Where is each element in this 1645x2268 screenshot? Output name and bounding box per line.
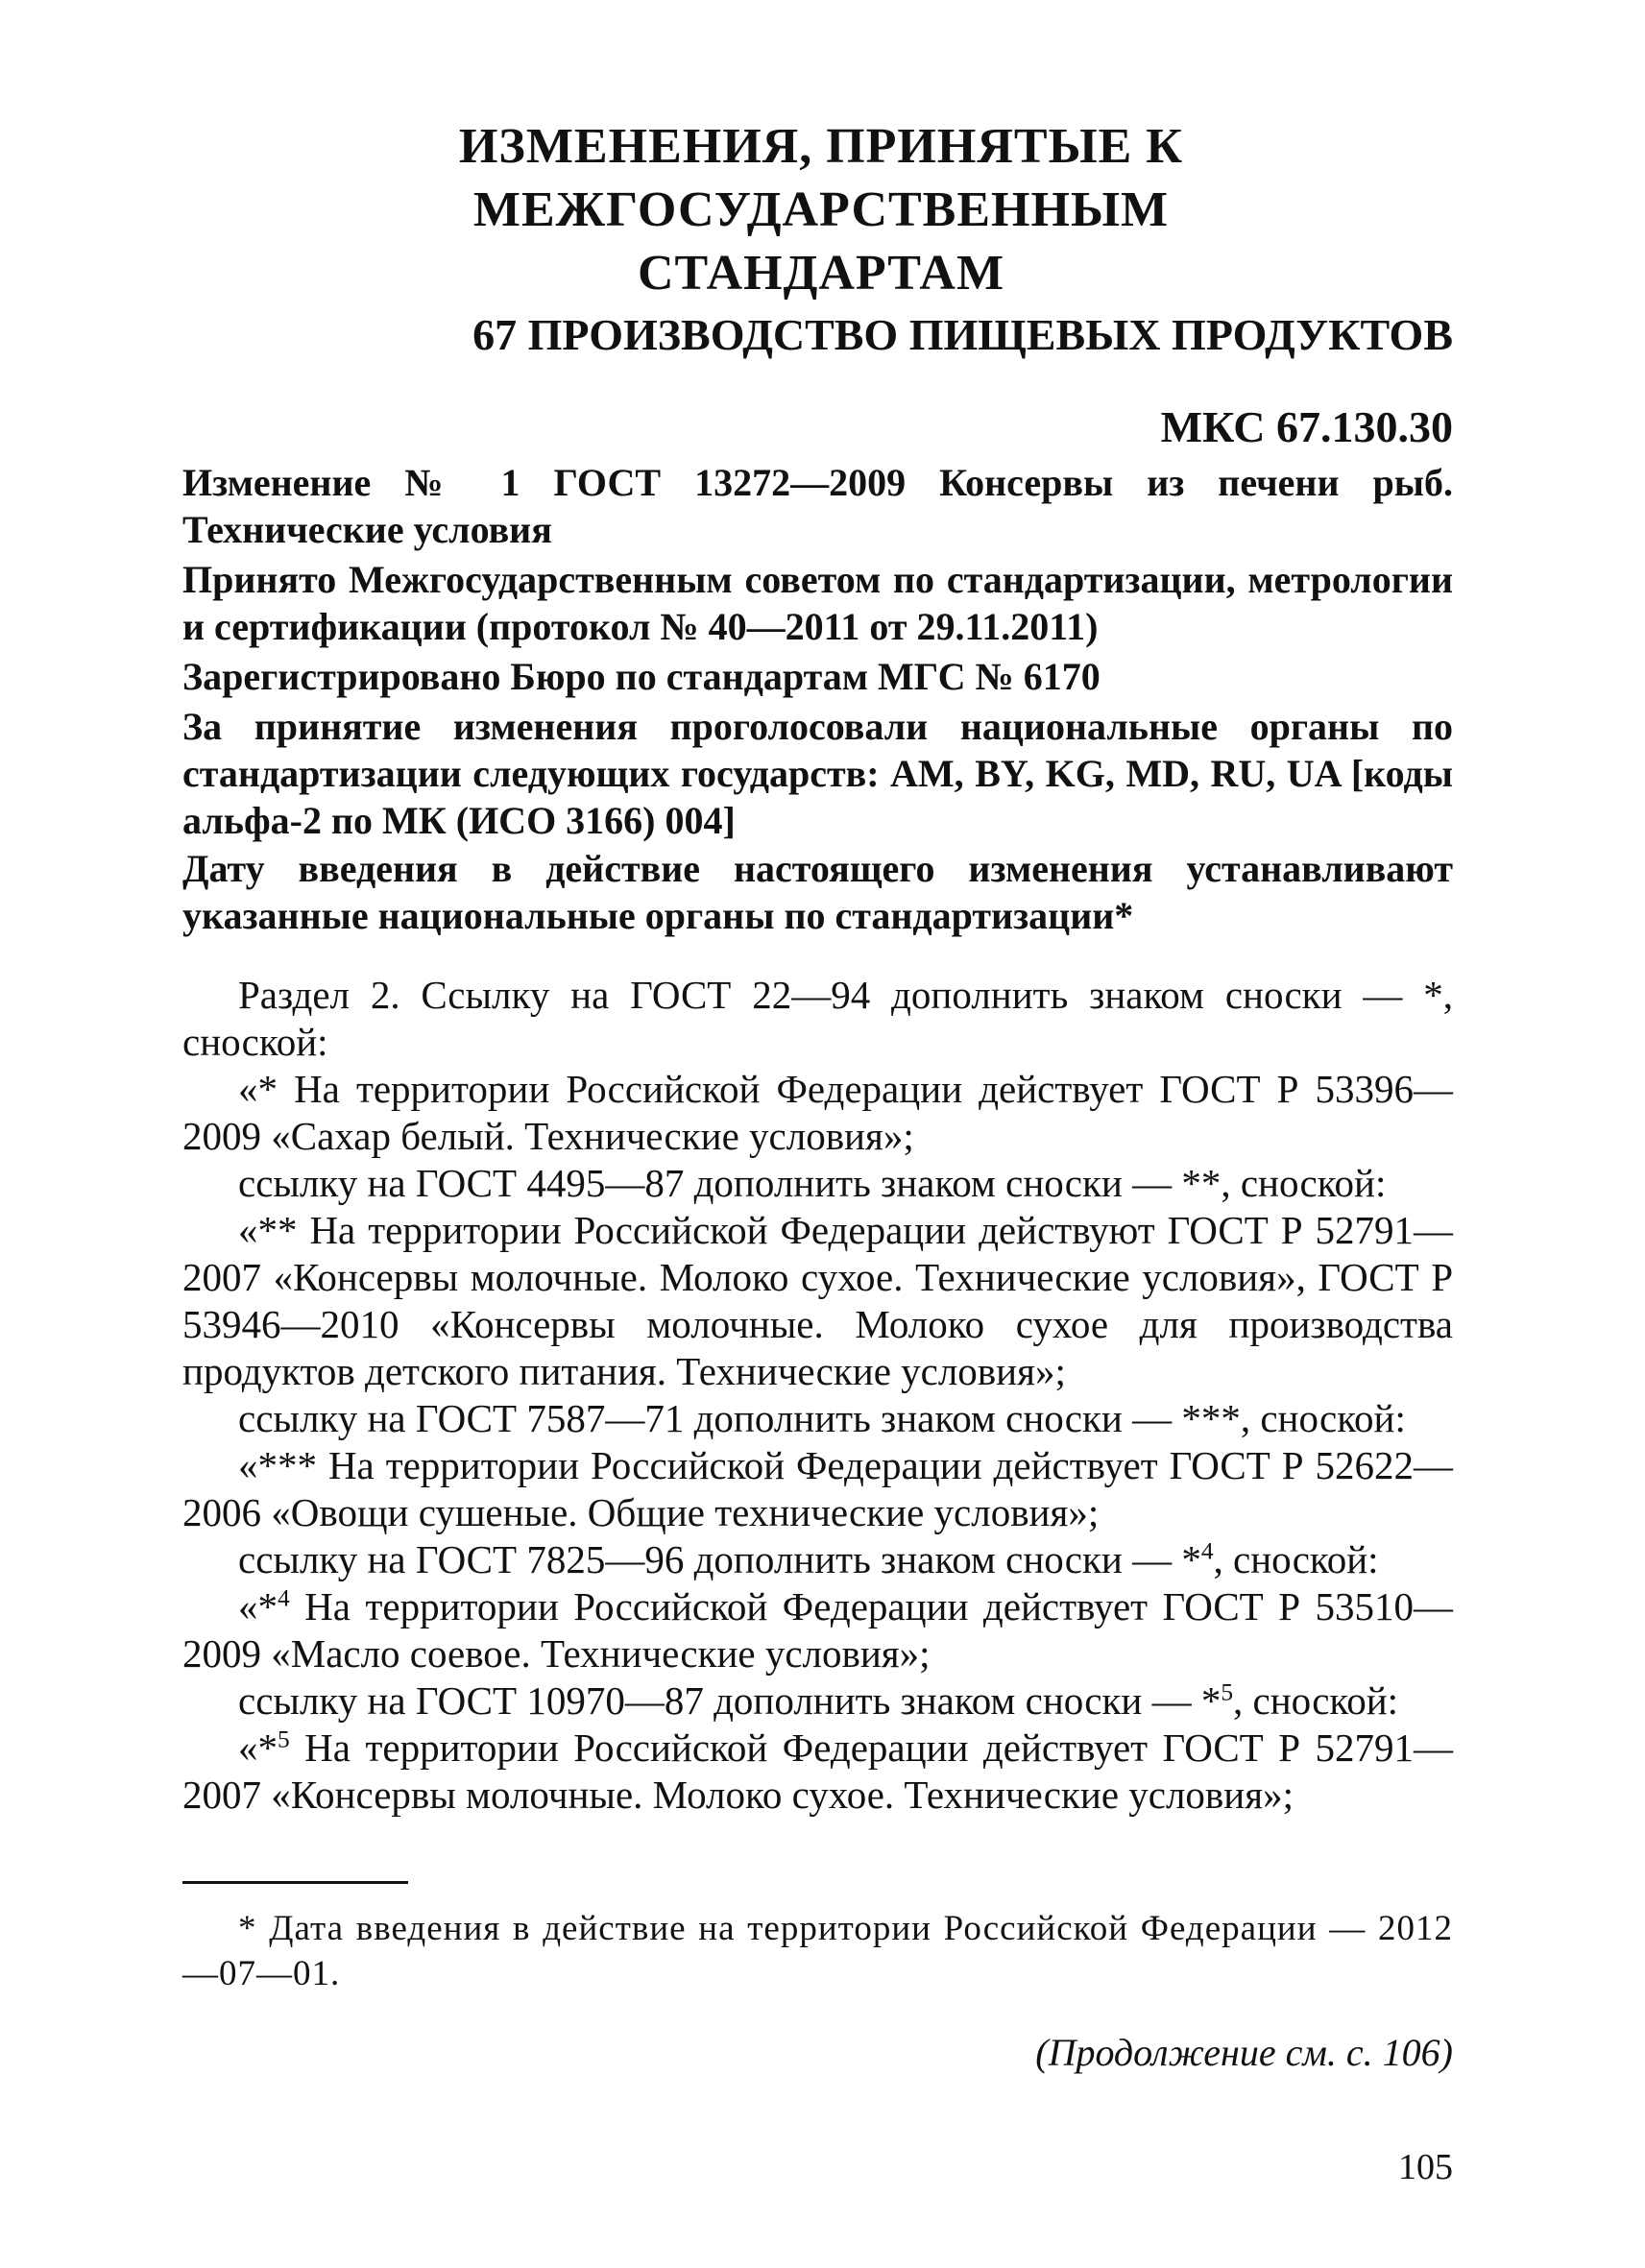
change-title: Изменение № 1 ГОСТ 13272—2009 Консервы из печени рыб. Технические условия bbox=[182, 461, 1453, 551]
text-run: На территории Российской Федерации действует ГОСТ Р 52791—2007 «Консервы молочные. Молоко сухое. Технические условия»; bbox=[182, 1725, 1453, 1817]
paragraph bbox=[182, 1725, 1453, 1819]
footnote-superscript: 4 bbox=[1200, 1537, 1214, 1565]
footnote: * Дата введения в действие на территории Российской Федерации — 2012—07—01. bbox=[182, 1909, 1453, 1993]
voting-note: За принятие изменения проголосовали национальные органы по стандартизации следующих государств: AM, BY, KG, MD, RU, UA [коды альфа-2 по МК (ИСО 3166) 004] bbox=[182, 705, 1453, 842]
footnote-superscript: 5 bbox=[1221, 1678, 1234, 1706]
page-title-line-2: СТАНДАРТАМ bbox=[637, 246, 1005, 301]
amendment-body bbox=[182, 972, 1453, 1819]
text-run: «* bbox=[238, 1584, 278, 1629]
paragraph bbox=[182, 1583, 1453, 1677]
paragraph: «** На территории Российской Федерации действуют ГОСТ Р 52791—2007 «Консервы молочные. Молоко сухое. Технические условия», ГОСТ Р 53946—2010 «Консервы молочные. Молоко сухое для производства продуктов детского питания. Технические условия»; bbox=[182, 1208, 1453, 1393]
page-number: 105 bbox=[1398, 2147, 1453, 2187]
effective-date-note: Дату введения в действие настоящего изменения устанавливают указанные национальные органы по стандартизации* bbox=[182, 847, 1453, 937]
footnote-divider bbox=[182, 1881, 408, 1884]
registration-note: Зарегистрировано Бюро по стандартам МГС № 6170 bbox=[182, 655, 1101, 698]
text-run: ссылку на ГОСТ 10970—87 дополнить знаком сноски — * bbox=[238, 1678, 1222, 1723]
continuation-note: (Продолжение см. с. 106) bbox=[1035, 2031, 1453, 2074]
footnote-superscript: 5 bbox=[278, 1725, 290, 1753]
paragraph bbox=[182, 1536, 1453, 1583]
paragraph: ссылку на ГОСТ 4495—87 дополнить знаком сноски — **, сноской: bbox=[238, 1161, 1387, 1205]
footnote-superscript: 4 bbox=[278, 1584, 290, 1612]
page-title bbox=[173, 115, 1469, 305]
text-run: На территории Российской Федерации действует ГОСТ Р 53510—2009 «Масло соевое. Технические условия»; bbox=[182, 1584, 1453, 1676]
paragraph: ссылку на ГОСТ 7587—71 дополнить знаком сноски — ***, сноской: bbox=[238, 1396, 1406, 1440]
paragraph: «*** На территории Российской Федерации действует ГОСТ Р 52622—2006 «Овощи сушеные. Общие технические условия»; bbox=[182, 1443, 1453, 1534]
paragraph: Раздел 2. Ссылку на ГОСТ 22—94 дополнить знаком сноски — *, сноской: bbox=[182, 973, 1453, 1064]
text-run: «* bbox=[238, 1725, 278, 1770]
paragraph bbox=[182, 1677, 1453, 1725]
text-run: , сноской: bbox=[1213, 1537, 1379, 1581]
text-run: , сноской: bbox=[1233, 1678, 1399, 1723]
adopted-by: Принято Межгосударственным советом по стандартизации, метрологии и сертификации (протокол № 40—2011 от 29.11.2011) bbox=[182, 558, 1453, 648]
mks-code: МКС 67.130.30 bbox=[1160, 402, 1453, 451]
page-title-line-1: ИЗМЕНЕНИЯ, ПРИНЯТЫЕ К МЕЖГОСУДАРСТВЕННЫМ bbox=[458, 119, 1184, 237]
paragraph: «* На территории Российской Федерации действует ГОСТ Р 53396—2009 «Сахар белый. Технические условия»; bbox=[182, 1067, 1453, 1158]
text-run: ссылку на ГОСТ 7825—96 дополнить знаком сноски — * bbox=[238, 1537, 1201, 1581]
section-heading: 67 ПРОИЗВОДСТВО ПИЩЕВЫХ ПРОДУКТОВ bbox=[472, 310, 1453, 359]
